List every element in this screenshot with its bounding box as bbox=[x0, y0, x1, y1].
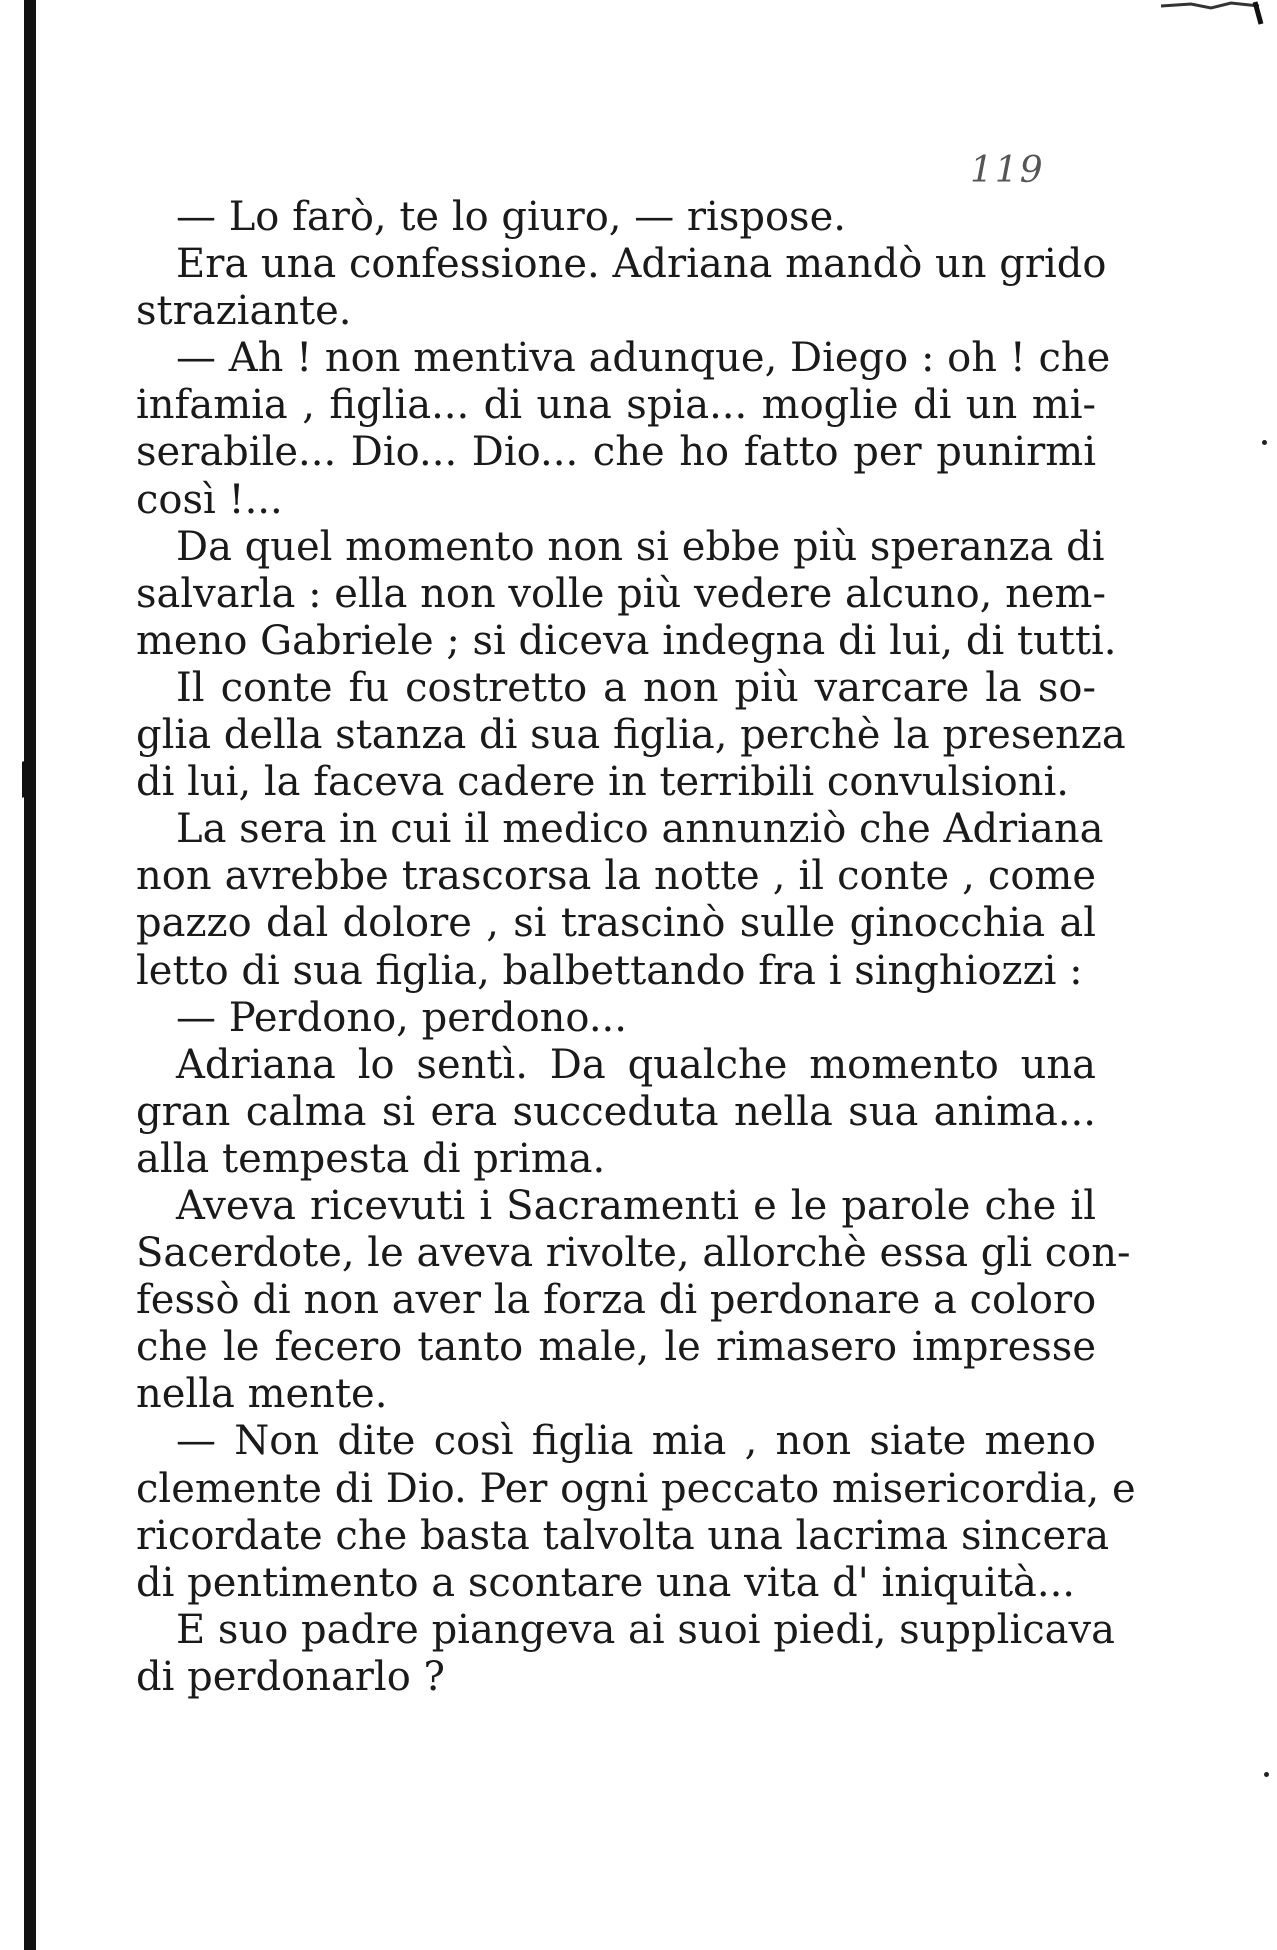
page-number: 119 bbox=[970, 150, 1045, 191]
text-line: di pentimento a scontare una vita d' iniquità... bbox=[136, 1559, 1076, 1606]
text-line: serabile... Dio... Dio... che ho fatto per punirmi bbox=[136, 429, 1096, 476]
text-line: di perdonarlo ? bbox=[136, 1653, 445, 1700]
text-line: salvarla : ella non volle più vedere alcuno, nem- bbox=[136, 570, 1106, 617]
text-line: non avrebbe trascorsa la notte , il conte , come bbox=[136, 853, 1096, 900]
text-line: letto di sua figlia, balbettando fra i singhiozzi : bbox=[136, 947, 1083, 994]
margin-dot-1 bbox=[1262, 440, 1267, 445]
text-line: pazzo dal dolore , si trascinò sulle ginocchia al bbox=[136, 900, 1096, 947]
text-line: — Non dite così figlia mia , non siate meno bbox=[176, 1418, 1096, 1465]
text-line: Sacerdote, le aveva rivolte, allorchè essa gli con- bbox=[136, 1230, 1131, 1277]
corner-scan-artifact bbox=[1151, 0, 1271, 28]
text-line: straziante. bbox=[136, 288, 352, 335]
text-line: Da quel momento non si ebbe più speranza di bbox=[176, 523, 1105, 570]
text-line: di lui, la faceva cadere in terribili convulsioni. bbox=[136, 759, 1069, 806]
text-line: fessò di non aver la forza di perdonare a coloro bbox=[136, 1277, 1097, 1324]
text-line: Aveva ricevuti i Sacramenti e le parole che il bbox=[176, 1182, 1096, 1229]
text-line: Era una confessione. Adriana mandò un grido bbox=[176, 241, 1107, 288]
text-line: così !... bbox=[136, 476, 283, 523]
text-line: infamia , figlia... di una spia... moglie di un mi- bbox=[136, 382, 1096, 429]
body-text bbox=[136, 194, 1136, 1701]
margin-dot-2 bbox=[1264, 1772, 1269, 1777]
text-line: gran calma si era succeduta nella sua anima... bbox=[136, 1088, 1096, 1135]
spine-tear-mark bbox=[22, 758, 32, 798]
text-line: Il conte fu costretto a non più varcare la so- bbox=[176, 664, 1096, 711]
text-line: — Lo farò, te lo giuro, — rispose. bbox=[176, 194, 846, 240]
text-line: nella mente. bbox=[136, 1371, 388, 1418]
text-line: clemente di Dio. Per ogni peccato misericordia, e bbox=[136, 1465, 1136, 1512]
text-line: ricordate che basta talvolta una lacrima sincera bbox=[136, 1512, 1110, 1559]
text-line: alla tempesta di prima. bbox=[136, 1135, 606, 1182]
text-line: Adriana lo sentì. Da qualche momento una bbox=[176, 1041, 1096, 1088]
text-line: glia della stanza di sua figlia, perchè la presenza bbox=[136, 712, 1126, 759]
text-line: E suo padre piangeva ai suoi piedi, supplicava bbox=[176, 1606, 1115, 1653]
text-line: meno Gabriele ; si diceva indegna di lui, di tutti. bbox=[136, 617, 1117, 664]
text-line: che le fecero tanto male, le rimasero impresse bbox=[136, 1324, 1096, 1371]
book-spine-shadow bbox=[0, 0, 36, 1950]
text-line: — Perdono, perdono... bbox=[176, 994, 627, 1041]
text-line: La sera in cui il medico annunziò che Adriana bbox=[176, 806, 1104, 853]
text-line: — Ah ! non mentiva adunque, Diego : oh ! che bbox=[176, 335, 1111, 382]
